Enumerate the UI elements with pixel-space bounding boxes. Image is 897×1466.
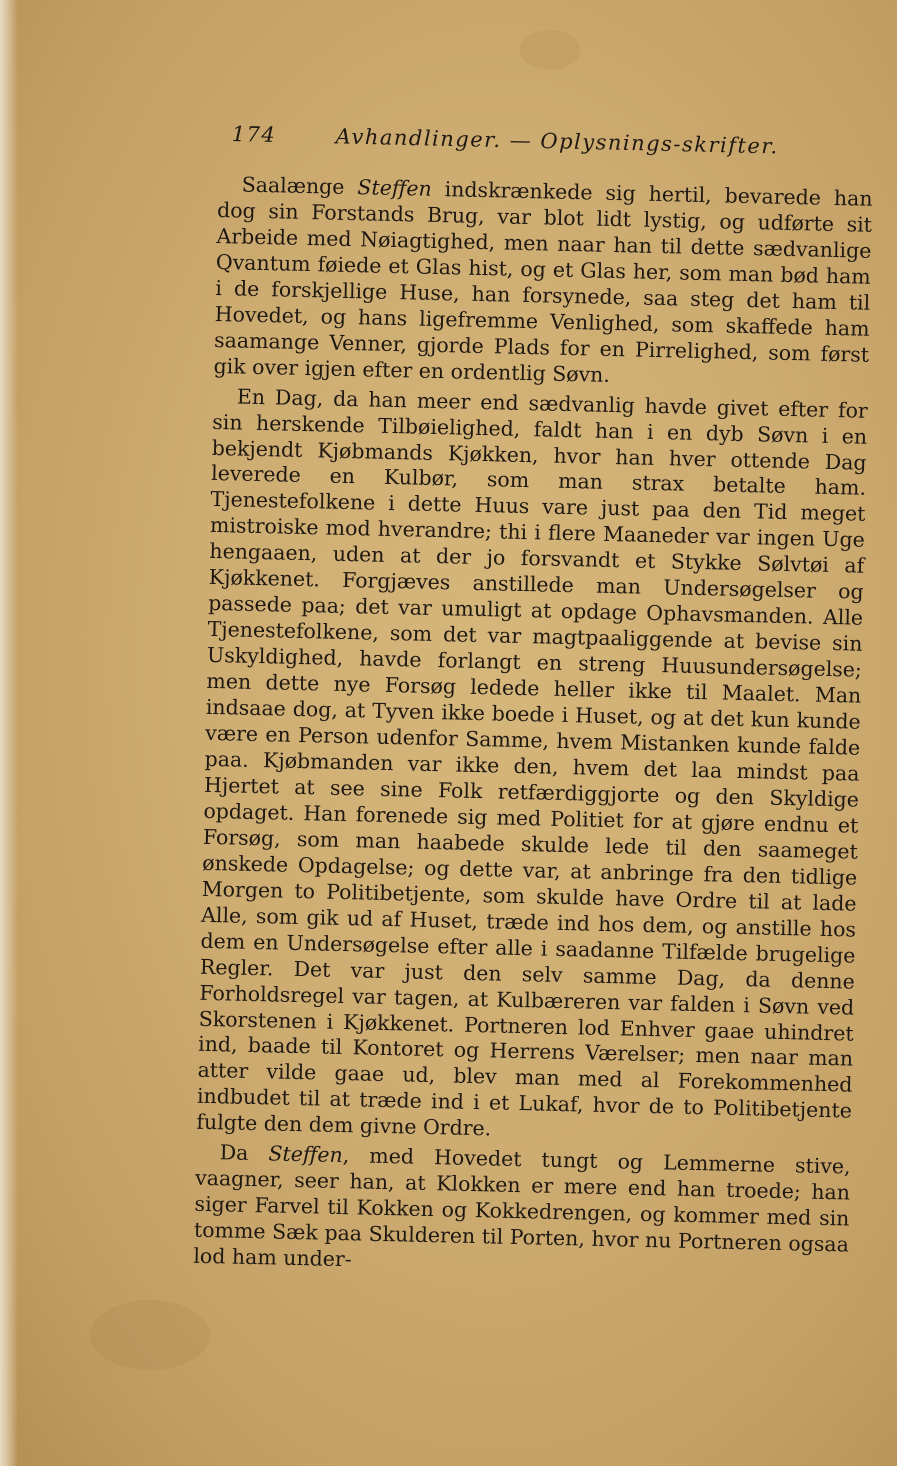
paragraph-1: [213, 172, 873, 394]
paper-stain: [90, 1300, 210, 1370]
running-head-title: Avhandlinger. — Oplysnings-skrifter.: [335, 124, 780, 159]
paragraph-1-intro: Saalænge: [241, 172, 358, 200]
character-name-steffen: Steffen: [268, 1141, 344, 1168]
paragraph-2: En Dag, da han meer end sædvanlig havde givet efter for sin herskende Tilbøielighed, faldt han i en dyb Søvn i en bekjendt Kjøbmands Kjøkken, hvor han hver ottende Dag leverede en Kulbør, som man strax betalte ham. Tjenestefolkene i dette Huus vare just paa den Tid meget mistroiske mod hverandre; thi i flere Maaneder var ingen Uge hengaaen, uden at der jo forsvandt et Stykke Sølvtøi af Kjøkkenet. Forgjæves anstillede man Undersøgelser og passede paa; det var umuligt at opdage Ophavsmanden. Alle Tjenestefolkene, som det var magtpaaliggende at bevise sin Uskyldighed, havde forlangt en streng Huusundersøgelse; men dette nye Forsøg ledede heller ikke til Maalet. Man indsaae dog, at Tyven ikke boede i Huset, og at det kun kunde være en Person udenfor Samme, hvem Mistanken kunde falde paa. Kjøbmanden var ikke den, hvem det laa mindst paa Hjertet at see sine Folk retfærdiggjorte og den Skyldige opdaget. Han forenede sig med Politiet for at gjøre endnu et Forsøg, som man haabede skulde lede til den saameget ønskede Opdagelse; og dette var, at anbringe fra den tidlige Morgen to Politibetjente, som skulde have Ordre til at lade Alle, som gik ud af Huset, træde ind hos dem, og anstille hos dem en Undersøgelse efter alle i saadanne Tilfælde brugelige Regler. Det var just den selv samme Dag, da denne Forholdsregel var tagen, at Kulbæreren var falden i Søvn ved Skorstenen i Kjøkkenet. Portneren lod Enhver gaae uhindret ind, baade til Kontoret og Herrens Værelser; men naar man atter vilde gaae ud, blev man med al Forekommenhed indbudet til at træde ind i et Lukaf, hvor de to Politibetjente fulgte den dem givne Ordre.: [196, 384, 869, 1141]
paragraph-3-text: , med Hovedet tungt og Lemmerne stive, vaagner, seer han, at Klokken er mere end han troede; han siger Farvel til Kokken og Kokkedrengen, og kommer med sin tomme Sæk paa Skulderen til Porten, hvor nu Portneren ogsaa lod ham under-: [193, 1143, 851, 1272]
page-binding-edge: [0, 0, 18, 1466]
paragraph-1-text: indskrænkede sig hertil, bevarede han dog sin Forstands Brug, var blot lidt lystig, og udførte sit Arbeide med Nøiagtighed, men naar han til dette sædvanlige Qvantum føiede et Glas hist, og et Glas her, som man bød ham i de forskjellige Huse, han forsynede, saa steg det ham til Hovedet, og hans ligefremme Venlighed, som skaffede ham saamange Venner, gjorde Plads for en Pirrelighed, som først gik over igjen efter en ordentlig Søvn.: [213, 176, 873, 387]
page-number: 174: [231, 122, 277, 148]
running-head: [231, 122, 872, 171]
body-text: [193, 172, 873, 1285]
paragraph-3-intro: Da: [219, 1140, 269, 1166]
character-name-steffen: Steffen: [357, 175, 432, 201]
paragraph-3: [193, 1140, 851, 1285]
paper-stain: [520, 30, 580, 70]
book-page: [193, 118, 878, 1272]
